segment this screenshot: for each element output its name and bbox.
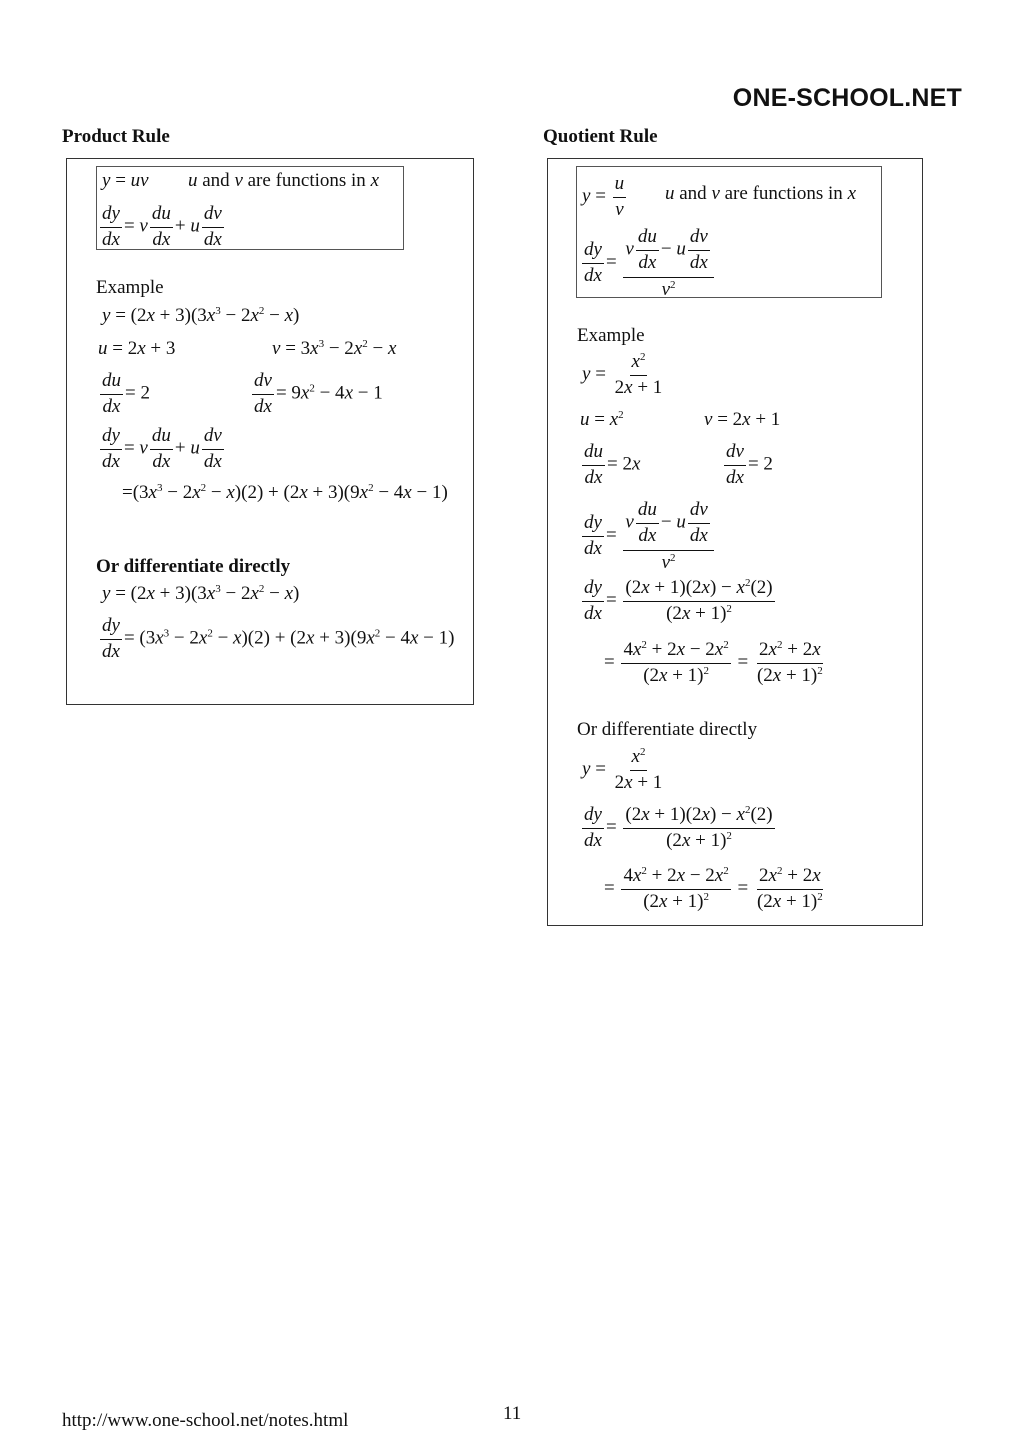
product-example-y: $y = (2x + 3)(3x^3 - 2x^2 - x)$ [102,305,300,326]
product-def-eq: y = uv [102,170,149,191]
quotient-def-eq: y = $\frac{u}{v}$ [582,173,625,220]
product-result: $=(3x^3 - 2x^2 - x)(2) + (2x + 3)(9x^2 - 4x - 1)$ [122,482,448,503]
quotient-example-label: Example [577,325,645,346]
page-number: 11 [503,1403,522,1424]
site-brand: ONE-SCHOOL.NET [732,84,962,112]
quotient-direct-step2: = $\frac{4x^2 + 2x - 2x^2}{(2x + 1)^2}$ = $\frac{2x^2 + 2x}{(2x + 1)^2}$ [604,865,823,912]
product-u: u = 2x + 3 [98,338,176,359]
quotient-u: $u = x^2$ [580,409,624,430]
quotient-step2: = $\frac{4x^2 + 2x - 2x^2}{(2x + 1)^2}$ = $\frac{2x^2 + 2x}{(2x + 1)^2}$ [604,639,823,686]
product-rule-title: Product Rule [62,126,170,147]
product-formula-repeat: $\frac{dy}{dx}$ = v $\frac{du}{dx}$ + u $\frac{dv}{dx}$ [102,425,222,472]
footer-url: http://www.one-school.net/notes.html [62,1410,349,1431]
quotient-direct-label: Or differentiate directly [577,719,758,740]
product-v: $v = 3x^3 - 2x^2 - x$ [272,338,397,359]
product-example-label: Example [96,277,164,298]
quotient-formula-repeat: $\frac{dy}{dx}$ = v $\frac{du}{dx}$ − u $\frac{dv}{dx}$ $v^2$ [580,497,716,575]
product-direct-result: $\frac{dy}{dx}$ = $(3x^3 - 2x^2 - x)(2) + (2x + 3)(9x^2 - 4x - 1)$ [102,615,455,662]
quotient-v: v = 2x + 1 [704,409,781,430]
quotient-direct-y: y = $\frac{x^2}{2x + 1}$ [582,746,663,793]
product-direct-label: Or differentiate directly [96,556,291,577]
quotient-dv: $\frac{dv}{dx}$ = 2 [726,441,773,488]
quotient-rule-formula: $\frac{dy}{dx}$ = v $\frac{du}{dx}$ − u $\frac{dv}{dx}$ $v^2$ [580,224,716,302]
product-dv: $\frac{dv}{dx}$ = $9x^2 - 4x - 1$ [254,370,383,417]
quotient-def-note: u and v are functions in x [665,183,856,204]
product-def-note: u and v are functions in x [188,170,379,191]
quotient-step1: $\frac{dy}{dx}$ = $\frac{(2x + 1)(2x) - x^2(2)}{(2x + 1)^2}$ [584,577,773,624]
product-du: $\frac{du}{dx}$ = 2 [102,370,150,417]
quotient-example-y: y = $\frac{x^2}{2x + 1}$ [582,351,663,398]
product-direct-y: $y = (2x + 3)(3x^3 - 2x^2 - x)$ [102,583,300,604]
quotient-rule-title: Quotient Rule [543,126,658,147]
product-rule-formula: $\frac{dy}{dx}$ = v $\frac{du}{dx}$ + u $\frac{dv}{dx}$ [102,203,222,250]
quotient-du: $\frac{du}{dx}$ = 2x [584,441,641,488]
quotient-direct-step1: $\frac{dy}{dx}$ = $\frac{(2x + 1)(2x) - x^2(2)}{(2x + 1)^2}$ [584,804,773,851]
